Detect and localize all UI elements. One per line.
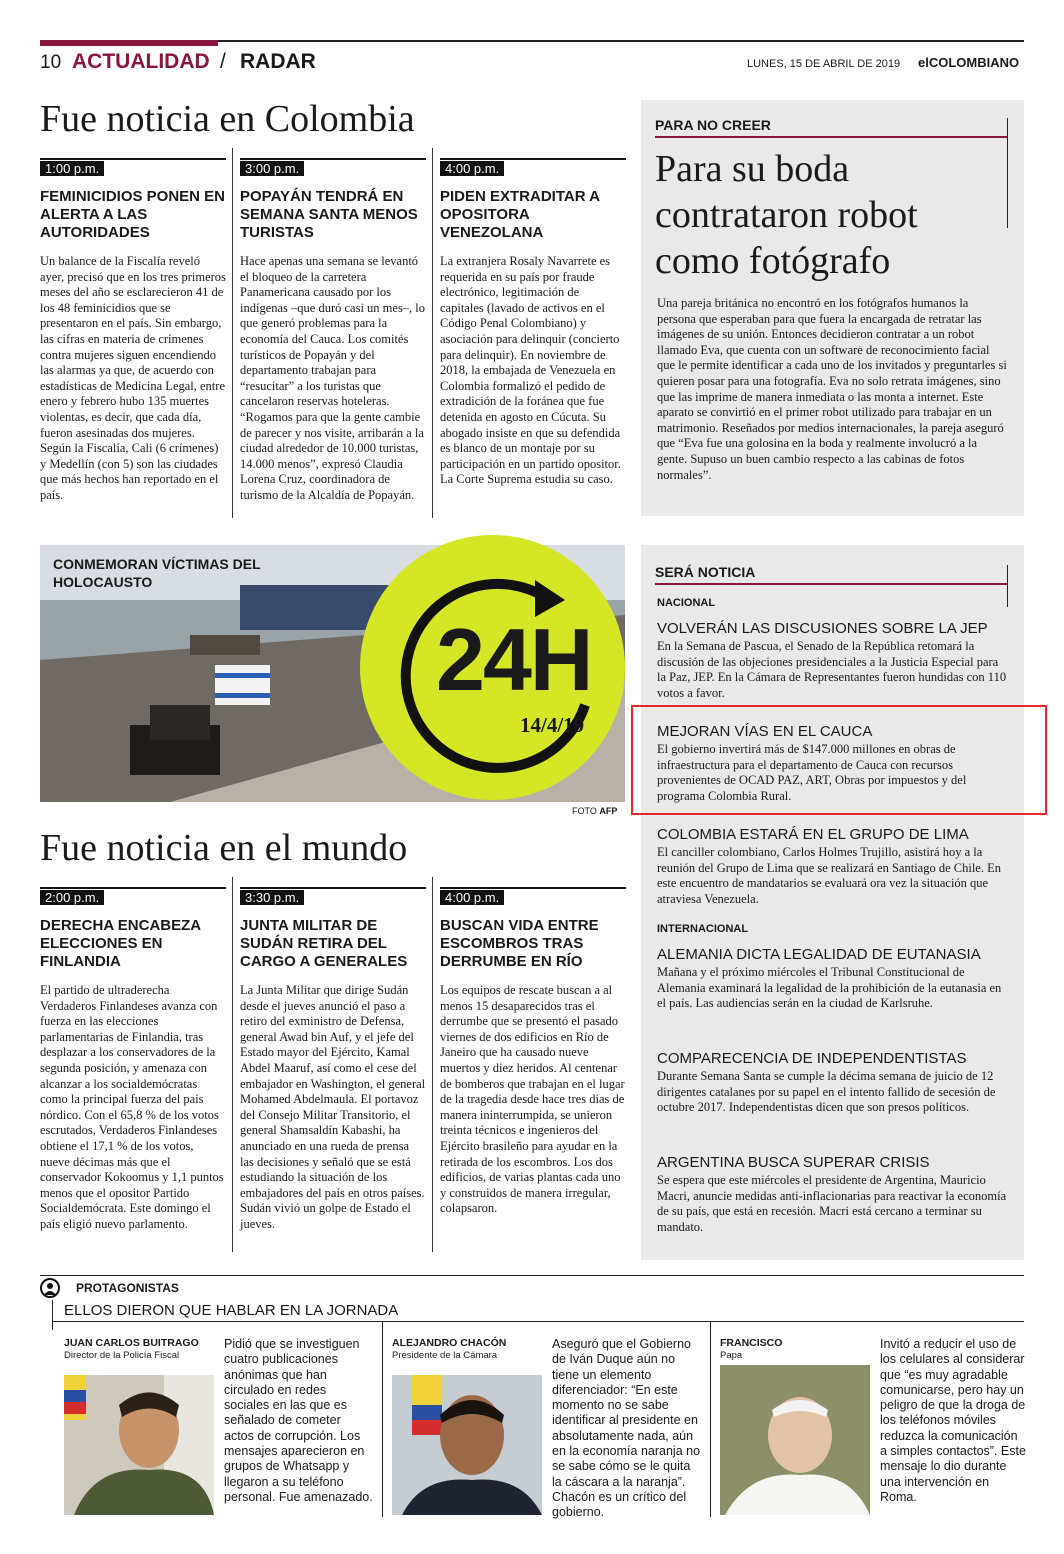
noticia-title: MEJORAN VÍAS EN EL CAUCA [657, 723, 873, 740]
protagonistas-subtitle: ELLOS DIERON QUE HABLAR EN LA JORNADA [64, 1302, 399, 1319]
noticia-independentistas [657, 1050, 1009, 1116]
panel-rule [1007, 118, 1008, 228]
noticia-body: Mañana y el próximo miércoles el Tribunal Constitucional de Alemania examinará la legalidad de la prohibición de la eutanasia en el país. Las audiencias serán en la ciudad de Karlsruhe. [657, 965, 1002, 1011]
story-body: Los equipos de rescate buscan a al menos 15 desaparecidos tras el derrumbe que se presentó el pasado viernes de dos edificios en Río de Janeiro que ha causado nueve muertos y diez heridos. Al centenar de bomberos que trabajan en el lugar de la tragedia desde hace tres días de manera ininterrumpida, se unieron treinta técnicos e ingenieros del Ejército brasileño para ayudar en la retirada de los escombros. Los dos edificios, de varias plantas cada uno y construidos de manera irregular, colapsaron. [440, 983, 625, 1216]
person-photo [64, 1375, 214, 1515]
panel-rule [1007, 565, 1008, 607]
protagonistas-subtitle-rule [52, 1321, 1024, 1322]
column-divider [432, 877, 433, 1252]
story-time: 4:00 p.m. [440, 161, 504, 176]
story-body: El partido de ultraderecha Verdaderos Finlandeses avanza con fuerza en las elecciones parlamentarias de Finlandia, tras desplazar a los conservadores de la segunda posición, y amenaza con alcanzar a los socialdemócratas como la principal fuerza del país nórdico. Con el 65,8 % de los votos escrutados, Verdaderos Finlandeses obtiene el 17,1 % de los votos, nueve décimas más que el conservador Kokoomus y 1,1 puntos menos que el opositor Partido Socialdemócrata. Este domingo el país eligió nuevo parlamento. [40, 983, 224, 1231]
mundo-story-1 [40, 887, 226, 1233]
label-underline [655, 136, 1007, 138]
story-body: Hace apenas una semana se levantó el bloqueo de la carretera Panamericana causado por los indígenas –que duró casi un mes–, lo que generó problemas para la economía del Cauca. Los comités turísticos de Popayán y del departamento trabajan para “resucitar” a los turistas que cancelaron reservas hoteleras. “Rogamos para que la gente cambie de parecer y nos visite, arribarán a la ciudad alrededor de 10.000 turistas, 14.000 menos”, expresó Claudia Lorena Cruz, coordinadora de turismo de la Alcaldía de Popayán. [240, 254, 426, 502]
column-divider [382, 1322, 383, 1517]
story-time: 1:00 p.m. [40, 161, 104, 176]
mundo-story-3 [440, 887, 626, 1217]
column-divider [232, 148, 233, 518]
story-body: Un balance de la Fiscalía reveló ayer, precisó que en los tres primeros meses del año se esclarecieron 41 de los 48 feminicidios que se presentaron en el país. Sin embargo, las cifras en materia de crímenes contra mujeres siguen encendiendo las alarmas ya que, de acuerdo con estadísticas de Medicina Legal, entre enero y febrero hubo 135 muertes violentas, es decir, que cada día, fueron asesinadas dos mujeres. Según la Fiscalía, Cali (6 crímenes) y Medellín (con 5) son las ciudades que más hechos han reportado en el país. [40, 254, 226, 502]
label-underline [655, 583, 1007, 585]
mundo-story-2 [240, 887, 426, 1233]
person-name: FRANCISCO [720, 1337, 783, 1349]
noticia-title: ALEMANIA DICTA LEGALIDAD DE EUTANASIA [657, 946, 981, 963]
column-divider [710, 1322, 711, 1517]
protagonistas-rule [40, 1275, 1024, 1276]
noticia-body: Se espera que este miércoles el presidente de Argentina, Mauricio Macri, anuncie medidas anti-inflacionarias para reactivar la economía de su país, que está en recesión. Macri está cercano a terminar su mandato. [657, 1173, 1007, 1234]
person-quote: Pidió que se investiguen cuatro publicaciones anónimas que han circulado en redes sociales en las que es señalado de cometer actos de corrupción. Los mensajes aparecieron en grupos de Whatsapp y llegaron a su teléfono personal. Fue amenazado. [224, 1337, 373, 1504]
24h-text: 24H [436, 610, 592, 709]
colombia-story-2 [240, 158, 426, 504]
colombia-title: Fue noticia en Colombia [40, 98, 415, 140]
24h-date: 14/4/19 [520, 713, 585, 737]
noticia-body: El gobierno invertirá más de $147.000 millones en obras de infraestructura para el departamento de Cauca con recursos provenientes de OCAD PAZ, ART, Obras por impuestos y del programa Colombia Rural. [657, 742, 967, 803]
mundo-title: Fue noticia en el mundo [40, 827, 408, 869]
noticia-body: En la Semana de Pascua, el Senado de la República retomará la discusión de las objeciones presidenciales a la Justicia Especial para la Paz, JEP. En la Cámara de Representantes fueron hundidas con 110 votos a favor. [657, 639, 1007, 700]
story-time: 3:00 p.m. [240, 161, 304, 176]
section-slash: / [220, 50, 226, 73]
section-name: ACTUALIDAD [72, 50, 210, 73]
para-no-creer-title: Para su boda contrataron robot como fotógrafo [655, 148, 918, 282]
24h-badge [360, 535, 625, 800]
person-role: Director de la Policía Fiscal [64, 1350, 180, 1361]
story-headline: BUSCAN VIDA ENTRE ESCOMBROS TRAS DERRUMBE EN RÍO [440, 917, 599, 970]
subsection-name: RADAR [240, 50, 316, 73]
person-quote: Invitó a reducir el uso de los celulares al considerar que “es muy agradable comunicarse, pero hay un peligro de que la droga de los teléfonos móviles reduzca la comunicación a simples contactos”. Este mensaje lo dio durante una intervención en Roma. [880, 1337, 1026, 1504]
photo-credit-agency: AFP [599, 806, 618, 816]
header-accent-bar [40, 40, 218, 46]
para-no-creer-label: PARA NO CREER [655, 117, 771, 133]
story-headline: DERECHA ENCABEZA ELECCIONES EN FINLANDIA [40, 917, 201, 970]
page-number: 10 [40, 52, 62, 73]
column-divider [432, 148, 433, 518]
photo-caption: CONMEMORAN VÍCTIMAS DEL HOLOCAUSTO [53, 556, 261, 590]
noticia-grupo-lima [657, 826, 1009, 907]
story-body: La Junta Militar que dirige Sudán desde el jueves anunció el paso a retiro del exministro de Defensa, general Awad bin Auf, y el jefe del Estado mayor del Ejército, Kamal Abdel Maaruf, así como el cese del embajador en Washington, el general Mohamed Abdelmaula. El portavoz del Consejo Militar Transitorio, el general Shamsaldín Kabashi, ha anunciado en una rueda de prensa las decisiones y señaló que se está estudiando la situación de los embajadores del país en otros países. Sudán vivió un golpe de Estado el jueves. [240, 983, 426, 1231]
person-quote: Aseguró que el Gobierno de Iván Duque aún no tiene un elemento diferenciador: “En este momento no se sabe identificar al presidente en absolutamente nada, aún en la economía naranja no se sabe cómo se le quita la cáscara a la naranja”. Chacón es un crítico del gobierno. [552, 1337, 701, 1520]
para-no-creer-panel [641, 100, 1024, 516]
person-photo [392, 1375, 542, 1515]
protagonistas-label: PROTAGONISTAS [76, 1281, 179, 1295]
story-time: 3:30 p.m. [240, 890, 304, 905]
story-headline: FEMINICIDIOS PONEN EN ALERTA A LAS AUTORIDADES [40, 188, 226, 241]
para-no-creer-body: Una pareja británica no encontró en los fotógrafos humanos la persona que esperaban para que fuera la encargada de retratar las imágenes de su unión. Entonces decidieron contratar a un robot llamado Eva, que cuenta con un software de reconocimiento facial que le permite identificar a cada uno de los invitados y preguntarles si quieren posar para una fotografía. Eva no solo retrata imágenes, sino que las imprime de manera inmediata o las monta a internet. Este aparato se convirtió en el primer robot utilizado para trabajar en un matrimonio. Reseñados por medios internacionales, la pareja aseguró que “Eva fue una golosina en la boda y realmente involucró a la gente. Supuso un buen cambio respecto a las cabinas de fotos normales”. [657, 296, 1007, 482]
story-headline: POPAYÁN TENDRÁ EN SEMANA SANTA MENOS TURISTAS [240, 188, 418, 241]
noticia-body: Durante Semana Santa se cumple la décima semana de juicio de 12 dirigentes catalanes por su papel en el intento fallido de secesión de octubre 2017. Independentistas dicen que son presos políticos. [657, 1069, 996, 1115]
noticia-title: VOLVERÁN LAS DISCUSIONES SOBRE LA JEP [657, 620, 988, 637]
newspaper-brand: elCOLOMBIANO [918, 55, 1020, 70]
sera-noticia-label: SERÁ NOTICIA [655, 564, 756, 580]
story-headline: JUNTA MILITAR DE SUDÁN RETIRA DEL CARGO A GENERALES [240, 917, 408, 970]
sera-noticia-panel [641, 545, 1024, 1260]
person-photo [720, 1365, 870, 1515]
person-name: ALEJANDRO CHACÓN [392, 1337, 507, 1349]
story-body: La extranjera Rosaly Navarrete es requerida en su país por fraude electrónico, legitimación de capitales (lavado de activos en el Código Penal Colombiano) y asociación para delinquir (concierto para delinquir). En noviembre de 2018, la embajada de Venezuela en Colombia formalizó el pedido de extradición de la foránea que fue detenida en agosto en Cúcuta. Su abogado insiste en que su defendida es blanco de un montaje por su participación en un partido opositor. La Corte Suprema estudia su caso. [440, 254, 621, 487]
noticia-argentina [657, 1154, 1009, 1235]
photo-credit-prefix: FOTO [572, 806, 597, 816]
story-time: 4:00 p.m. [440, 890, 504, 905]
noticia-eutanasia [657, 946, 1009, 1012]
highlight-box [631, 705, 1047, 815]
person-name: JUAN CARLOS BUITRAGO [64, 1337, 199, 1349]
internacional-label: INTERNACIONAL [657, 923, 749, 935]
person-role: Papa [720, 1350, 743, 1361]
person-icon [40, 1278, 60, 1298]
person-role: Presidente de la Cámara [392, 1350, 498, 1361]
noticia-title: ARGENTINA BUSCA SUPERAR CRISIS [657, 1154, 930, 1171]
photo-credit [572, 806, 617, 816]
issue-date: LUNES, 15 DE ABRIL DE 2019 [747, 58, 901, 70]
story-time: 2:00 p.m. [40, 890, 104, 905]
colombia-story-1 [40, 158, 226, 504]
noticia-title: COMPARECENCIA DE INDEPENDENTISTAS [657, 1050, 967, 1067]
noticia-body: El canciller colombiano, Carlos Holmes Trujillo, asistirá hoy a la reunión del Grupo de Lima que se realizará en Santiago de Chile. En este encuentro de mandatarios se evaluará ora vez la situación que atraviesa Venezuela. [657, 845, 1001, 906]
noticia-title: COLOMBIA ESTARÁ EN EL GRUPO DE LIMA [657, 826, 969, 843]
noticia-jep [657, 620, 1009, 701]
protagonistas-side-rule [52, 1300, 53, 1330]
nacional-label: NACIONAL [657, 597, 716, 609]
story-headline: PIDEN EXTRADITAR A OPOSITORA VENEZOLANA [440, 188, 600, 241]
column-divider [232, 877, 233, 1252]
colombia-story-3 [440, 158, 626, 488]
